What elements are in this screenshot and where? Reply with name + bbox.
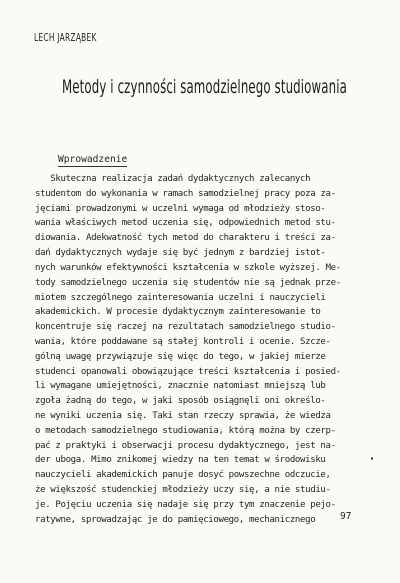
body-line: li wymagane umiejętności, znacznie natomiast mniejszą lub (35, 381, 326, 392)
body-line: pać z praktyki i obserwacji procesu dydaktycznego, jest na- (35, 440, 336, 451)
body-line: Skuteczna realizacja zadań dydaktycznych zalecanych (35, 174, 311, 184)
body-line: ratywne, sprowadzając je do pamięciowego, mechanicznego (35, 514, 316, 525)
body-text (35, 172, 367, 528)
body-line: jęciami prowadzonymi w uczelni wymaga od młodzieży stoso- (35, 203, 326, 214)
section-heading (58, 154, 127, 167)
body-line: tody samodzielnego uczenia się studentów nie są jednak prze- (35, 277, 341, 288)
body-line: o metodach samodzielnego studiowania, którą można by czerp- (35, 425, 336, 436)
page-number: 97 (340, 511, 352, 522)
body-line: der uboga. Mimo znikomej wiedzy na ten temat w środowisku (35, 455, 326, 466)
body-line: zgoła żadną do tego, w jaki sposób osiągnęli oni określo- (35, 396, 326, 407)
body-line: że większość studenckiej młodzieży uczy się, a nie studiu- (35, 485, 331, 496)
body-line: koncentruje się raczej na rezultatach samodzielnego studio- (35, 322, 336, 333)
body-line: diowania. Adekwatność tych metod do charakteru i treści za- (35, 233, 336, 244)
section-heading-underline (58, 166, 127, 167)
section-heading-text: Wprowadzenie (58, 154, 128, 165)
body-line: wania właściwych metod uczenia się, odpowiednich metod stu- (35, 218, 336, 229)
scan-speck (371, 457, 373, 460)
body-line: studentom do wykonania w ramach samodzielnej pracy poza za- (35, 188, 336, 199)
body-line: ne wyniki uczenia się. Taki stan rzeczy sprawia, że wiedza (35, 411, 331, 421)
body-line: akademickich. W procesie dydaktycznym zainteresowanie to (35, 307, 321, 318)
body-line: wania, które poddawane są stałej kontroli i ocenie. Szcze- (35, 336, 331, 347)
author-name: LECH JARZĄBEK (34, 32, 97, 44)
body-line: studenci opanowali obowiązujące treści kształcenia i posied- (35, 366, 341, 377)
body-line: nauczycieli akademickich panuje dosyć powszechne odczucie, (35, 470, 331, 481)
body-line: nych warunków efektywności kształcenia w szkole wyższej. Me- (35, 262, 341, 273)
body-line: dań dydaktycznych wydaje się być jednym z bardziej istot- (35, 248, 326, 259)
body-line: gólną uwagę przywiązuje się więc do tego, w jakiej mierze (35, 351, 326, 362)
article-title: Metody i czynności samodzielnego studiowania (62, 76, 347, 98)
body-line: miotem szczególnego zainteresowania uczelni i nauczycieli (35, 292, 326, 303)
body-line: je. Pojęciu uczenia się nadaje się przy tym znaczenie pejo- (35, 499, 336, 510)
